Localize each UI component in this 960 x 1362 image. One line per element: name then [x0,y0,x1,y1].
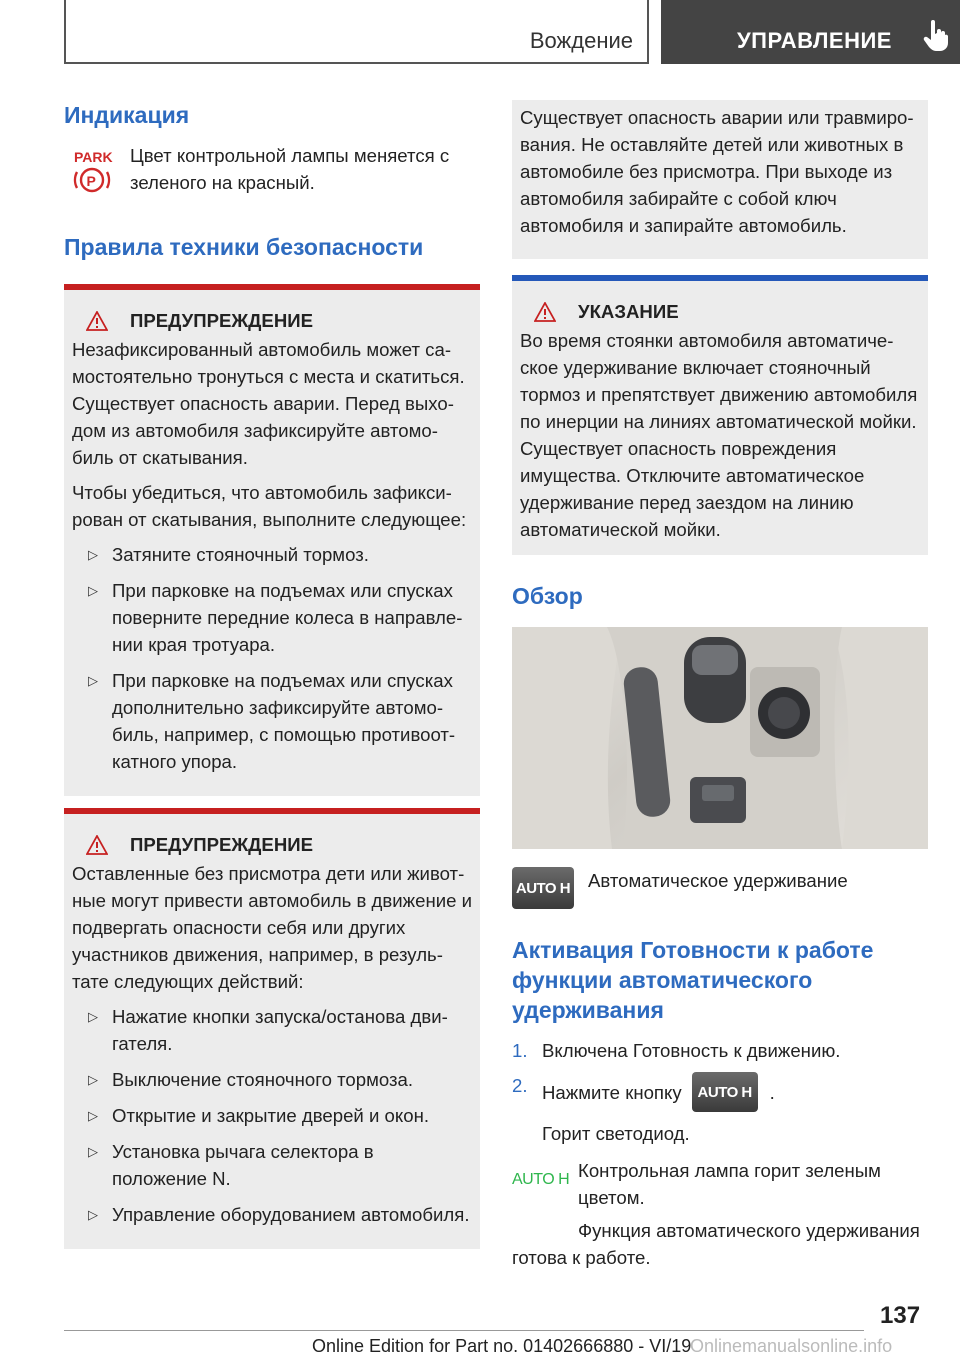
safety-heading: Правила техники безопасности [64,234,424,260]
note-box [512,275,928,555]
auto-h-icon: AUTO H [512,867,574,909]
indicator-heading: Индикация [64,102,190,128]
section-tab-label: Вождение [529,28,633,53]
warning-continuation-box [512,100,928,259]
activation-heading: Активация Готовности к работе функции автоматического удерживания [512,937,874,1023]
warning-box-1 [64,284,480,796]
center-console-photo [512,627,928,849]
auto-h-caption: Автоматическое удерживание [588,870,848,891]
list-item: ▷ Управление оборудованием автомобиля. [72,1201,472,1228]
warning-triangle-icon [86,835,108,855]
park-brake-red-icon [64,146,120,202]
indicator-text: Цвет контрольной лампы меняется с зеленого на красный. [130,145,450,193]
header-section-tab[interactable] [64,0,649,64]
activation-steps [512,1037,928,1112]
ready-text: Функция автоматического удерживания готова к работе. [512,1220,920,1268]
green-lamp-text: Контрольная лампа горит зеленым цветом. [578,1160,881,1208]
auto-h-caption-row [512,867,928,909]
page-number: 137 [880,1302,921,1329]
svg-text:P: P [86,173,96,189]
warning2-list [72,1003,472,1228]
warning-continuation-text: Существует опасность аварии или травмирования. Не оставляйте детей или животных в автомобиле без присмотра. При выходе из автомобиля забирайте с собой ключ автомобиля и запирайте автомобиль. [520,107,914,236]
edition-text: Online Edition for Part no. 01402666880 - VI/19 [312,1336,692,1356]
step2-result: Горит светодиод. [542,1123,690,1144]
center-console-illustration [512,627,928,849]
watermark-text: Onlinemanualsonline.info [690,1336,893,1356]
step-1: 1. Включена Готовность к движению. [512,1040,841,1061]
hand-pointer-icon [923,20,949,52]
warning1-list [72,541,472,775]
warning-title-2: ПРЕДУПРЕЖДЕНИЕ [72,834,472,856]
list-item: ▷ Нажатие кнопки запуска/останова двигателя. [72,1003,472,1057]
list-item: ▷ Выключение стояночного тормоза. [72,1066,472,1093]
warning1-paragraph: Незафиксированный автомобиль может самостоятельно тронуться с места и скатиться. Существует опасность аварии. Перед выходом из автомобиля зафиксируйте автомобиль от скатывания. [72,339,465,468]
step-2: 2. Нажмите кнопку AUTO H . [512,1072,928,1112]
warning1-paragraph-2: Чтобы убедиться, что автомобиль зафиксирован от скатывания, выполните следующее: [72,482,467,530]
warning-title-1: ПРЕДУПРЕЖДЕНИЕ [72,310,472,332]
overview-heading: Обзор [512,583,583,609]
right-column [512,100,928,1271]
list-item: ▷ Открытие и закрытие дверей и окон. [72,1102,472,1129]
list-item: ▷ При парковке на подъемах или спусках поверните передние колеса в направлении края тротуара. [72,577,472,658]
warning-box-2 [64,808,480,1249]
indicator-row [64,142,480,202]
left-column [64,100,480,1249]
warning2-paragraph: Оставленные без присмотра дети или животные могут привести автомобиль в движение и подвергать опасности себя или других участников движения, например, в результате следующих действий: [72,863,473,992]
warning-triangle-icon [86,311,108,331]
list-item: ▷ Затяните стояночный тормоз. [72,541,472,568]
auto-h-button-icon[interactable]: AUTO H [692,1072,758,1112]
list-item: ▷ При парковке на подъемах или спусках дополнительно зафиксируйте автомобиль, например, с помощью противооткатного упора. [72,667,472,775]
note-text: Во время стоянки автомобиля автоматическое удерживание включает стояночный тормоз и препятствует движению автомобиля по инерции на линиях автоматической мойки. Существует опасность повреждения имущества. Отключите автоматическое удерживание перед заездом на линию автоматической мойки. [520,330,918,540]
header-chapter-tab[interactable] [661,0,960,64]
note-title: УКАЗАНИЕ [520,301,920,323]
chapter-tab-label: УПРАВЛЕНИЕ [737,28,892,53]
svg-text:PARK: PARK [74,149,113,165]
green-lamp-row [512,1157,928,1211]
footer-divider [64,1330,864,1331]
auto-h-green-lamp-icon: AUTO H [512,1171,570,1188]
warning-triangle-icon [534,302,556,322]
list-item: ▷ Установка рычага селектора в положение N. [72,1138,472,1192]
